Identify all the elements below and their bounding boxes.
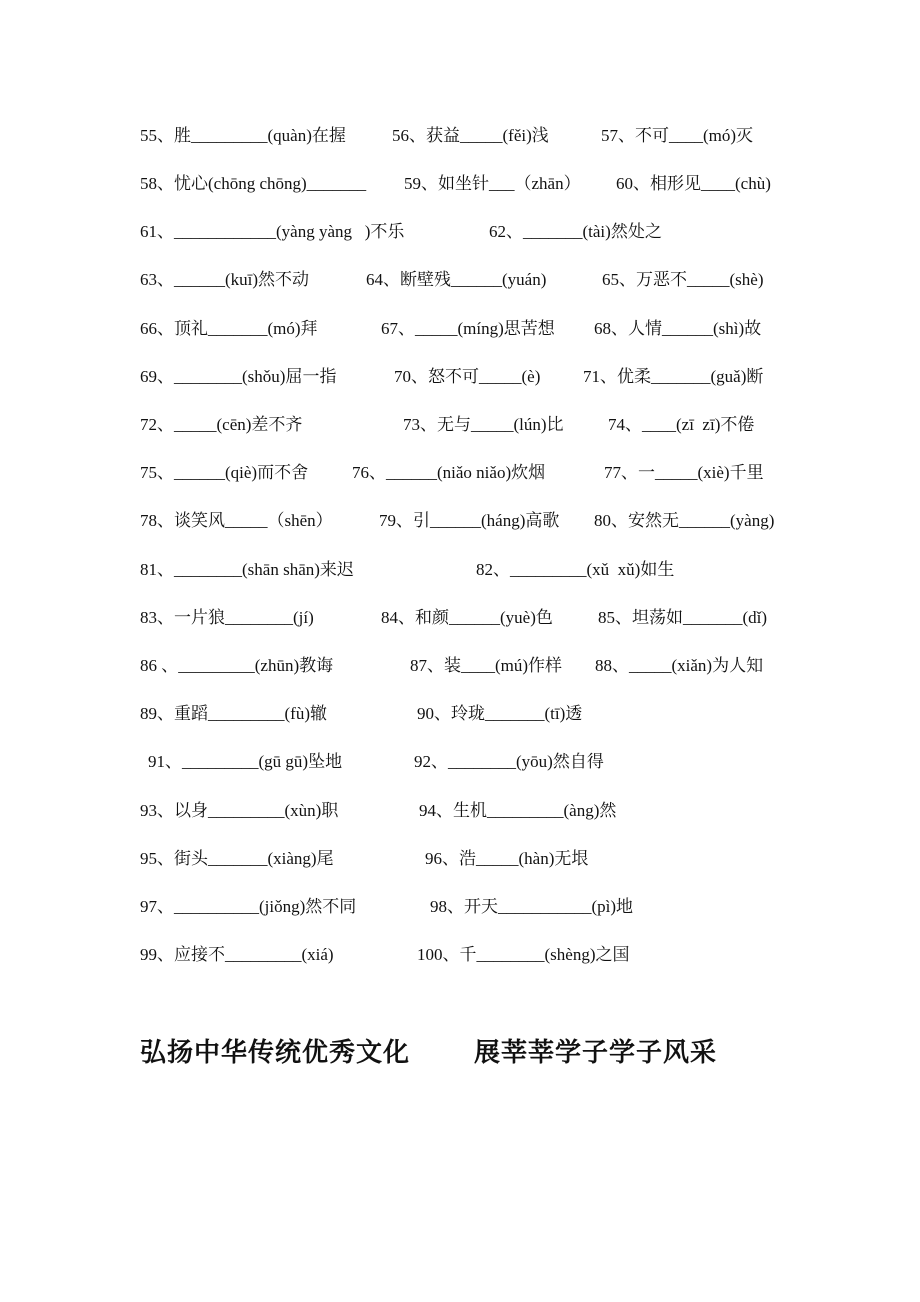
footer-slogan-left: 弘扬中华传统优秀文化 <box>140 1038 411 1068</box>
exercise-item: 88、_____(xiǎn)为人知 <box>595 656 764 675</box>
exercise-item: 75、______(qiè)而不舍 <box>140 463 309 482</box>
exercise-item: 83、一片狼________(jí) <box>140 608 314 627</box>
exercise-item: 77、一_____(xiè)千里 <box>604 463 764 482</box>
exercise-row <box>0 942 920 968</box>
exercise-item: 61、____________(yàng yàng )不乐 <box>140 222 405 241</box>
exercise-item: 72、_____(cēn)差不齐 <box>140 415 303 434</box>
exercise-item: 57、不可____(mó)灭 <box>601 126 754 145</box>
exercise-row <box>0 364 920 390</box>
exercise-item: 60、相形见____(chù) <box>616 174 771 193</box>
exercise-item: 65、万恶不_____(shè) <box>602 270 764 289</box>
exercise-item: 100、千________(shèng)之国 <box>417 945 630 964</box>
exercise-item: 64、断壁残______(yuán) <box>366 270 547 289</box>
exercise-item: 87、装____(mú)作样 <box>410 656 563 675</box>
exercise-row <box>0 894 920 920</box>
exercise-row <box>0 267 920 293</box>
exercise-item: 58、忧心(chōng chōng)_______ <box>140 174 367 193</box>
exercise-item: 97、__________(jiǒng)然不同 <box>140 897 357 916</box>
exercise-item: 66、顶礼_______(mó)拜 <box>140 319 318 338</box>
footer-slogan-right: 展莘莘学子学子风采 <box>474 1038 718 1068</box>
exercise-item: 82、_________(xǔ xǔ)如生 <box>476 560 675 579</box>
exercise-item: 56、获益_____(fěi)浅 <box>392 126 549 145</box>
exercise-row <box>0 798 920 824</box>
exercise-item: 55、胜_________(quàn)在握 <box>140 126 346 145</box>
exercise-item: 93、以身_________(xùn)职 <box>140 801 339 820</box>
exercise-row <box>0 557 920 583</box>
exercise-item: 73、无与_____(lún)比 <box>403 415 564 434</box>
exercise-item: 62、_______(tài)然处之 <box>489 222 662 241</box>
exercise-row <box>0 412 920 438</box>
exercise-row <box>0 508 920 534</box>
exercise-row <box>0 316 920 342</box>
exercise-item: 91、_________(gū gū)坠地 <box>148 752 343 771</box>
exercise-item: 71、优柔_______(guǎ)断 <box>583 367 764 386</box>
exercise-item: 78、谈笑风_____（shēn） <box>140 511 333 530</box>
exercise-item: 92、________(yōu)然自得 <box>414 752 604 771</box>
exercise-item: 98、开天___________(pì)地 <box>430 897 634 916</box>
exercise-item: 84、和颜______(yuè)色 <box>381 608 553 627</box>
exercise-item: 96、浩_____(hàn)无垠 <box>425 849 589 868</box>
exercise-item: 86 、_________(zhūn)教诲 <box>140 656 334 675</box>
exercise-row <box>0 219 920 245</box>
exercise-row <box>0 749 920 775</box>
exercise-item: 94、生机_________(àng)然 <box>419 801 617 820</box>
exercise-item: 76、______(niǎo niǎo)炊烟 <box>352 463 546 482</box>
exercise-item: 59、如坐针___（zhān） <box>404 174 581 193</box>
exercise-row <box>0 605 920 631</box>
exercise-item: 67、_____(míng)思苦想 <box>381 319 555 338</box>
exercise-item: 70、怒不可_____(è) <box>394 367 541 386</box>
exercise-item: 85、坦荡如_______(dǐ) <box>598 608 768 627</box>
exercise-item: 81、________(shān shān)来迟 <box>140 560 354 579</box>
exercise-row <box>0 460 920 486</box>
exercise-row <box>0 846 920 872</box>
exercise-item: 68、人情______(shì)故 <box>594 319 762 338</box>
exercise-item: 63、______(kuī)然不动 <box>140 270 310 289</box>
exercise-item: 69、________(shǒu)屈一指 <box>140 367 337 386</box>
exercise-item: 74、____(zī zī)不倦 <box>608 415 755 434</box>
exercise-row <box>0 701 920 727</box>
exercise-item: 90、玲珑_______(tī)透 <box>417 704 583 723</box>
exercise-item: 79、引______(háng)高歌 <box>379 511 560 530</box>
exercise-item: 99、应接不_________(xiá) <box>140 945 334 964</box>
exercise-row <box>0 123 920 149</box>
exercise-row <box>0 171 920 197</box>
exercise-item: 95、街头_______(xiàng)尾 <box>140 849 334 868</box>
exercise-row <box>0 653 920 679</box>
exercise-item: 89、重蹈_________(fù)辙 <box>140 704 327 723</box>
exercise-item: 80、安然无______(yàng) <box>594 511 775 530</box>
